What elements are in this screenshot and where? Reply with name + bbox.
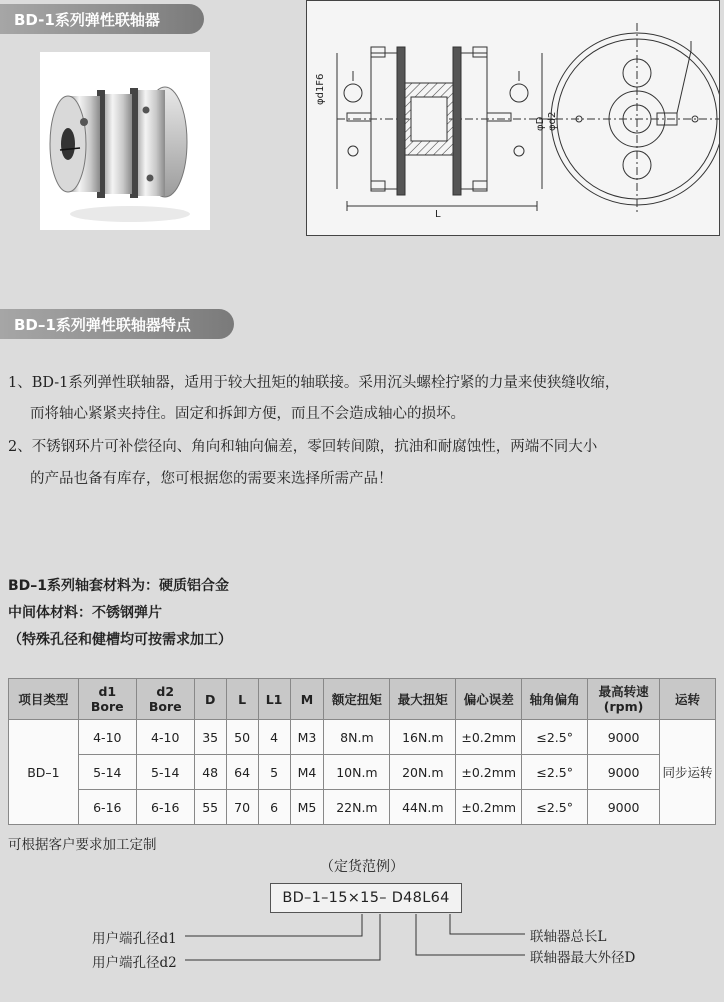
feature-line-2: 而将轴心紧紧夹持住。固定和拆卸方便，而且不会造成轴心的损坏。 <box>30 406 465 422</box>
label-max-diameter: 联轴器最大外径D <box>530 950 636 966</box>
table-cell: ≤2.5° <box>522 790 588 825</box>
table-cell: 4 <box>258 720 290 755</box>
table-cell: 4-10 <box>78 720 136 755</box>
feature-line-1: 1、BD-1系列弹性联轴器，适用于较大扭矩的轴联接。采用沉头螺栓拧紧的力量来使狭缝收缩， <box>8 375 620 391</box>
table-cell: 6-16 <box>78 790 136 825</box>
table-cell: M5 <box>290 790 324 825</box>
table-cell: ≤2.5° <box>522 720 588 755</box>
col-type: 项目类型 <box>9 679 79 720</box>
table-cell: 5-14 <box>136 755 194 790</box>
table-cell: 16N.m <box>390 720 456 755</box>
type-cell: BD–1 <box>9 720 79 825</box>
col-L: L <box>226 679 258 720</box>
col-d2: d2 Bore <box>136 679 194 720</box>
feature-line-4: 的产品也备有库存，您可根据您的需要来选择所需产品！ <box>30 471 393 487</box>
col-rated-torque: 额定扭矩 <box>324 679 390 720</box>
custom-note: 可根据客户要求加工定制 <box>8 837 157 853</box>
table-cell: 44N.m <box>390 790 456 825</box>
dim-D: φD <box>535 116 546 131</box>
table-cell: 55 <box>194 790 226 825</box>
col-L1: L1 <box>258 679 290 720</box>
col-d1: d1 Bore <box>78 679 136 720</box>
table-cell: 6 <box>258 790 290 825</box>
material-middle: 中间体材料：不锈钢弹片 <box>8 605 162 621</box>
table-cell: ±0.2mm <box>456 755 522 790</box>
table-cell: ±0.2mm <box>456 790 522 825</box>
table-cell: 8N.m <box>324 720 390 755</box>
table-cell: 20N.m <box>390 755 456 790</box>
table-cell: 5 <box>258 755 290 790</box>
table-cell: M4 <box>290 755 324 790</box>
material-sleeve: BD–1系列轴套材料为：硬质铝合金 <box>8 578 230 594</box>
dim-L: L <box>435 209 441 220</box>
dim-d2: φd2 <box>547 111 558 131</box>
label-d1: 用户端孔径d1 <box>92 931 177 947</box>
table-cell: 10N.m <box>324 755 390 790</box>
features-title: BD–1系列弹性联轴器特点 <box>14 315 191 334</box>
table-cell: 6-16 <box>136 790 194 825</box>
table-cell: 9000 <box>588 790 660 825</box>
col-angular: 轴角偏角 <box>522 679 588 720</box>
feature-line-3: 2、不锈钢环片可补偿径向、角向和轴向偏差，零回转间隙，抗油和耐腐蚀性，两端不同大小 <box>8 439 598 455</box>
col-max-speed: 最高转速 (rpm) <box>588 679 660 720</box>
table-cell: 35 <box>194 720 226 755</box>
table-cell: 50 <box>226 720 258 755</box>
product-title: BD-1系列弹性联轴器 <box>14 10 160 29</box>
order-code: BD–1–15×15– D48L64 <box>282 890 450 906</box>
table-cell: 64 <box>226 755 258 790</box>
col-eccentric: 偏心误差 <box>456 679 522 720</box>
table-cell: 22N.m <box>324 790 390 825</box>
table-cell: ≤2.5° <box>522 755 588 790</box>
label-d2: 用户端孔径d2 <box>92 955 177 971</box>
table-cell: M3 <box>290 720 324 755</box>
material-note: （特殊孔径和健槽均可按需求加工） <box>8 632 232 648</box>
table-cell: 9000 <box>588 755 660 790</box>
order-example-title: （定货范例） <box>320 859 404 875</box>
table-cell: 4-10 <box>136 720 194 755</box>
table-cell: 5-14 <box>78 755 136 790</box>
dim-d1f6: φd1F6 <box>315 73 326 105</box>
col-M: M <box>290 679 324 720</box>
col-operation: 运转 <box>660 679 716 720</box>
operation-cell: 同步运转 <box>660 720 716 825</box>
col-D: D <box>194 679 226 720</box>
label-total-length: 联轴器总长L <box>530 929 607 945</box>
table-cell: 70 <box>226 790 258 825</box>
col-max-torque: 最大扭矩 <box>390 679 456 720</box>
table-cell: ±0.2mm <box>456 720 522 755</box>
table-cell: 48 <box>194 755 226 790</box>
table-cell: 9000 <box>588 720 660 755</box>
